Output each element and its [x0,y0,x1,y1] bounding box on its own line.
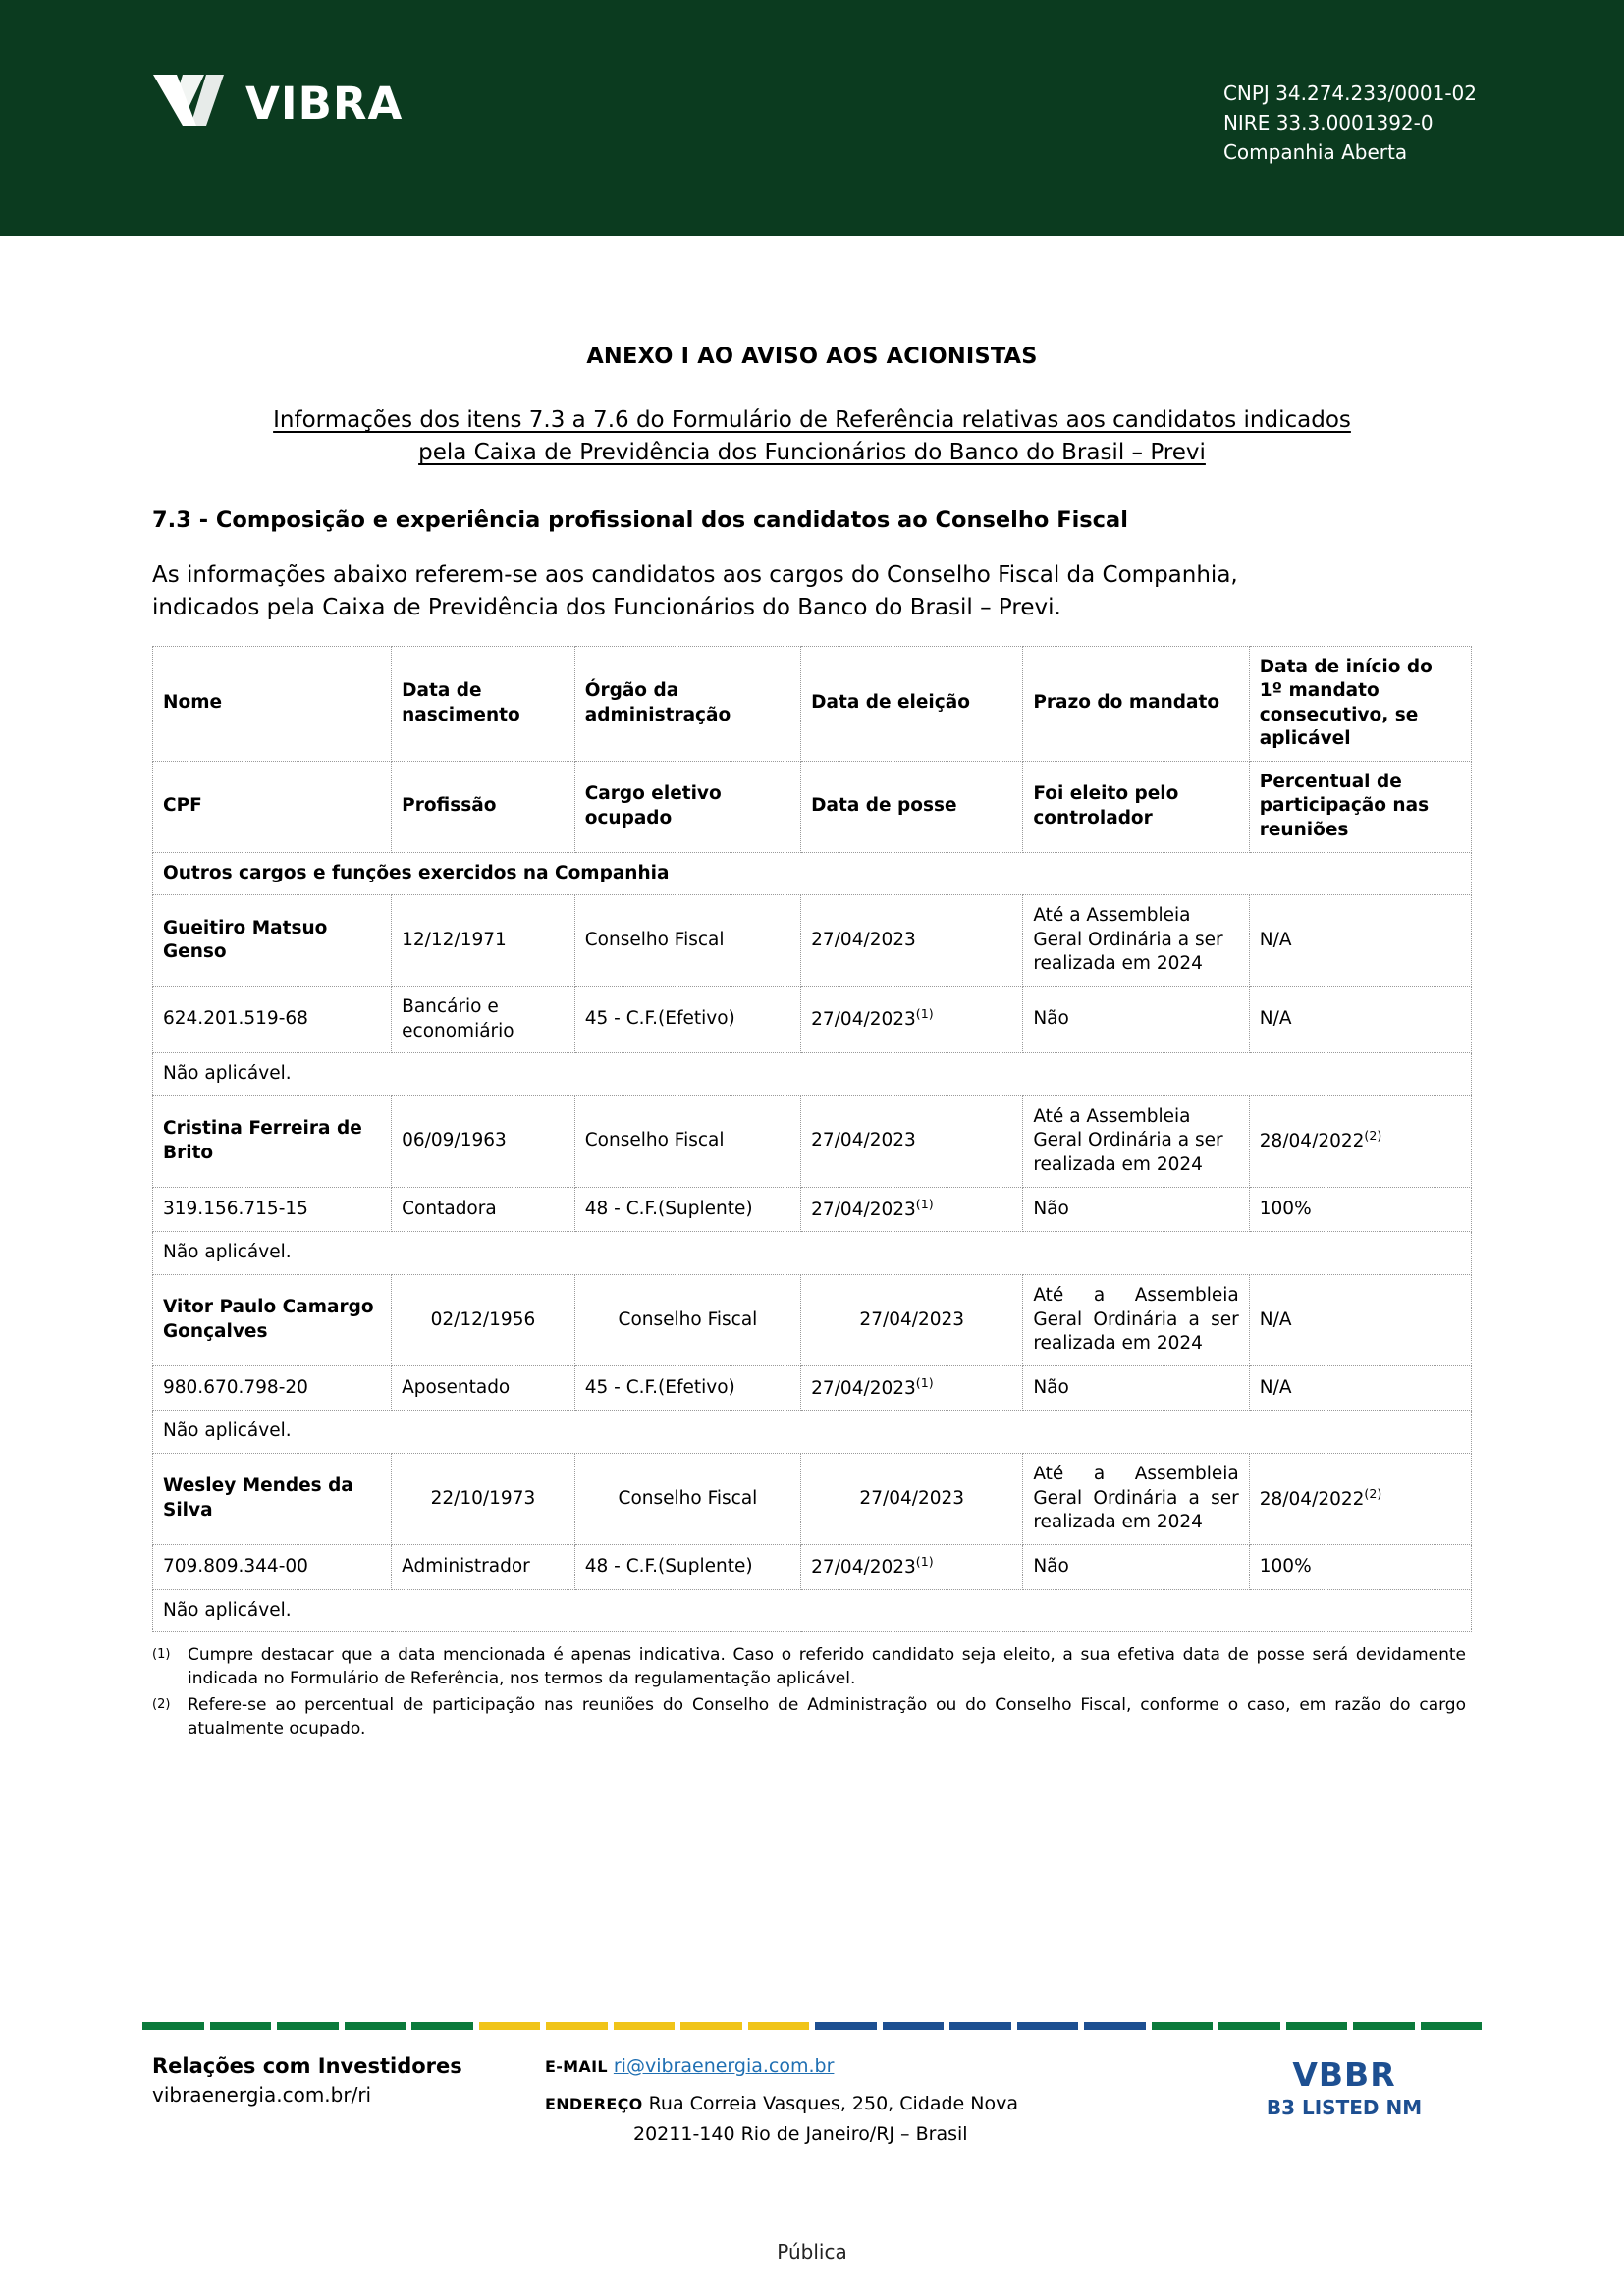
candidate-investiture-date [801,1365,1023,1411]
candidate-name: Vitor Paulo Camargo Gonçalves [153,1274,392,1365]
section-label-outros-cargos: Outros cargos e funções exercidos na Companhia [153,852,1472,895]
vibra-logo-icon [147,69,232,137]
footnote-1-text: Cumpre destacar que a data mencionada é apenas indicativa. Caso o referido candidato seja eleito, a sua efetiva data de posse será devidamente indicada no Formulário de Referência, nos termos da regulamentação aplicável. [188,1645,1466,1688]
candidate-term: Até a Assembleia Geral Ordinária a ser realizada em 2024 [1023,1095,1249,1187]
investor-relations-block [152,2052,545,2109]
candidate-body: Conselho Fiscal [574,1274,800,1365]
intro-paragraph [152,560,1472,623]
table-row [153,1544,1472,1589]
footnote-1-mark: (1) [152,1647,171,1663]
address-line-1: Rua Correia Vasques, 250, Cidade Nova [648,2093,1019,2115]
candidate-elected-by-controller: Não [1023,1544,1249,1589]
intro-line-2: indicados pela Caixa de Previdência dos Funcionários do Banco do Brasil – Previ. [152,594,1061,620]
table-row [153,1365,1472,1411]
candidate-position: 45 - C.F.(Efetivo) [574,987,800,1053]
email-label: E-MAIL [545,2057,608,2076]
table-row [153,895,1472,987]
table-row [153,987,1472,1053]
investiture-footnote-mark: (1) [915,1553,934,1569]
header-cpf: CPF [153,761,392,852]
contact-block [545,2052,1217,2149]
candidate-investiture-date [801,1187,1023,1232]
ticker-symbol: VBBR [1292,2056,1396,2094]
investiture-footnote-mark: (1) [915,1374,934,1390]
candidate-cpf: 319.156.715-15 [153,1187,392,1232]
b3-listing-block [1217,2052,1472,2119]
investiture-date-value: 27/04/2023 [811,1377,916,1399]
candidate-elected-by-controller: Não [1023,987,1249,1053]
candidates-table [152,646,1472,1633]
table-row [153,1274,1472,1365]
investiture-footnote-mark: (1) [915,1006,934,1022]
candidate-body: Conselho Fiscal [574,1095,800,1187]
subtitle-line-2: pela Caixa de Previdência dos Funcionários do Banco do Brasil – Previ [418,440,1206,466]
candidate-profession: Bancário e economiário [392,987,575,1053]
candidate-other-positions: Não aplicável. [153,1589,1472,1632]
candidate-first-term-start: N/A [1249,1274,1471,1365]
candidate-election-date: 27/04/2023 [801,1095,1023,1187]
classification-label: Pública [777,2240,847,2264]
investiture-date-value: 27/04/2023 [811,1557,916,1577]
address-row [545,2089,1217,2149]
footnote-1 [152,1644,1472,1690]
candidate-other-positions: Não aplicável. [153,1411,1472,1454]
header-profissao: Profissão [392,761,575,852]
candidate-position: 48 - C.F.(Suplente) [574,1544,800,1589]
document-body [0,236,1624,1744]
candidate-name: Gueitiro Matsuo Genso [153,895,392,987]
header-percentual-reunioes: Percentual de participação nas reuniões [1249,761,1471,852]
header-data-eleicao: Data de eleição [801,646,1023,761]
candidate-elected-by-controller: Não [1023,1187,1249,1232]
candidate-term: Até a Assembleia Geral Ordinária a ser realizada em 2024 [1023,1274,1249,1365]
first-term-footnote-mark: (2) [1364,1485,1382,1501]
company-type-line: Companhia Aberta [1222,140,1408,164]
page-header [0,0,1624,236]
first-term-footnote-mark: (2) [1364,1128,1382,1144]
header-data-nascimento: Data de nascimento [392,646,575,761]
candidate-attendance: 100% [1249,1187,1471,1232]
ir-website[interactable]: vibraenergia.com.br/ri [152,2083,372,2108]
nire-line: NIRE 33.3.0001392-0 [1222,111,1434,134]
table-row [153,1095,1472,1187]
candidate-investiture-date [801,987,1023,1053]
candidate-name: Wesley Mendes da Silva [153,1454,392,1545]
table-row [153,1187,1472,1232]
header-cargo-eletivo: Cargo eletivo ocupado [574,761,800,852]
candidate-body: Conselho Fiscal [574,895,800,987]
investiture-date-value: 27/04/2023 [811,1199,916,1220]
investiture-footnote-mark: (1) [915,1196,934,1211]
document-subtitle [152,404,1472,470]
candidate-cpf: 980.670.798-20 [153,1365,392,1411]
candidate-birthdate: 06/09/1963 [392,1095,575,1187]
candidate-term: Até a Assembleia Geral Ordinária a ser realizada em 2024 [1023,1454,1249,1545]
table-section-label-row [153,852,1472,895]
candidate-first-term-start [1249,1095,1471,1187]
footnote-2 [152,1694,1472,1740]
footnote-2-text: Refere-se ao percentual de participação nas reuniões do Conselho de Administração ou do Conselho Fiscal, conforme o caso, em razão do cargo atualmente ocupado. [188,1695,1466,1738]
b3-listing-label: B3 LISTED NM [1266,2096,1423,2119]
page-title: ANEXO I AO AVISO AOS ACIONISTAS [586,344,1038,369]
table-row [153,1454,1472,1545]
candidate-elected-by-controller: Não [1023,1365,1249,1411]
subtitle-line-1: Informações dos itens 7.3 a 7.6 do Formulário de Referência relativas aos candidatos indicados [273,407,1351,433]
candidate-election-date: 27/04/2023 [801,1454,1023,1545]
footnotes-block [152,1644,1472,1740]
candidate-other-positions: Não aplicável. [153,1053,1472,1096]
candidate-other-positions: Não aplicável. [153,1232,1472,1275]
table-row-other-positions [153,1053,1472,1096]
table-header-row-2 [153,761,1472,852]
candidate-cpf: 624.201.519-68 [153,987,392,1053]
candidate-first-term-start: N/A [1249,895,1471,987]
intro-line-1: As informações abaixo referem-se aos candidatos aos cargos do Conselho Fiscal da Companhia, [152,562,1238,589]
page-footer [0,2022,1624,2149]
candidate-first-term-start [1249,1454,1471,1545]
candidate-birthdate: 22/10/1973 [392,1454,575,1545]
decorative-dash-line [142,2022,1482,2030]
candidate-cpf: 709.809.344-00 [153,1544,392,1589]
company-registration-info [1223,79,1477,167]
header-prazo-mandato: Prazo do mandato [1023,646,1249,761]
vibra-logo-text: VIBRA [245,77,404,130]
header-eleito-controlador: Foi eleito pelo controlador [1023,761,1249,852]
section-heading-7-3: 7.3 - Composição e experiência profissional dos candidatos ao Conselho Fiscal [152,507,1128,533]
address-label: ENDEREÇO [545,2095,643,2114]
candidate-attendance: 100% [1249,1544,1471,1589]
candidate-birthdate: 12/12/1971 [392,895,575,987]
candidate-profession: Contadora [392,1187,575,1232]
header-data-posse: Data de posse [801,761,1023,852]
header-orgao-administracao: Órgão da administração [574,646,800,761]
email-row [545,2052,1217,2081]
ir-title: Relações com Investidores [152,2055,462,2078]
investiture-date-value: 27/04/2023 [811,1009,916,1031]
candidate-attendance: N/A [1249,987,1471,1053]
address-line-2: 20211-140 Rio de Janeiro/RJ – Brasil [633,2122,968,2145]
candidate-profession: Administrador [392,1544,575,1589]
candidate-term: Até a Assembleia Geral Ordinária a ser realizada em 2024 [1023,895,1249,987]
candidate-birthdate: 02/12/1956 [392,1274,575,1365]
vibra-logo [147,69,403,137]
header-nome: Nome [153,646,392,761]
candidate-profession: Aposentado [392,1365,575,1411]
table-header-row-1 [153,646,1472,761]
candidate-attendance: N/A [1249,1365,1471,1411]
candidate-position: 48 - C.F.(Suplente) [574,1187,800,1232]
candidate-investiture-date [801,1544,1023,1589]
table-row-other-positions [153,1232,1472,1275]
header-data-inicio-mandato: Data de início do 1º mandato consecutivo, se aplicável [1249,646,1471,761]
cnpj-line: CNPJ 34.274.233/0001-02 [1222,81,1477,105]
table-row-other-positions [153,1589,1472,1632]
candidate-name: Cristina Ferreira de Brito [153,1095,392,1187]
candidate-body: Conselho Fiscal [574,1454,800,1545]
candidate-election-date: 27/04/2023 [801,1274,1023,1365]
table-row-other-positions [153,1411,1472,1454]
candidate-election-date: 27/04/2023 [801,895,1023,987]
email-link[interactable]: ri@vibraenergia.com.br [613,2056,835,2077]
first-term-start-value: 28/04/2022 [1259,1488,1365,1510]
footnote-2-mark: (2) [152,1697,171,1713]
candidate-position: 45 - C.F.(Efetivo) [574,1365,800,1411]
first-term-start-value: 28/04/2022 [1259,1131,1365,1152]
